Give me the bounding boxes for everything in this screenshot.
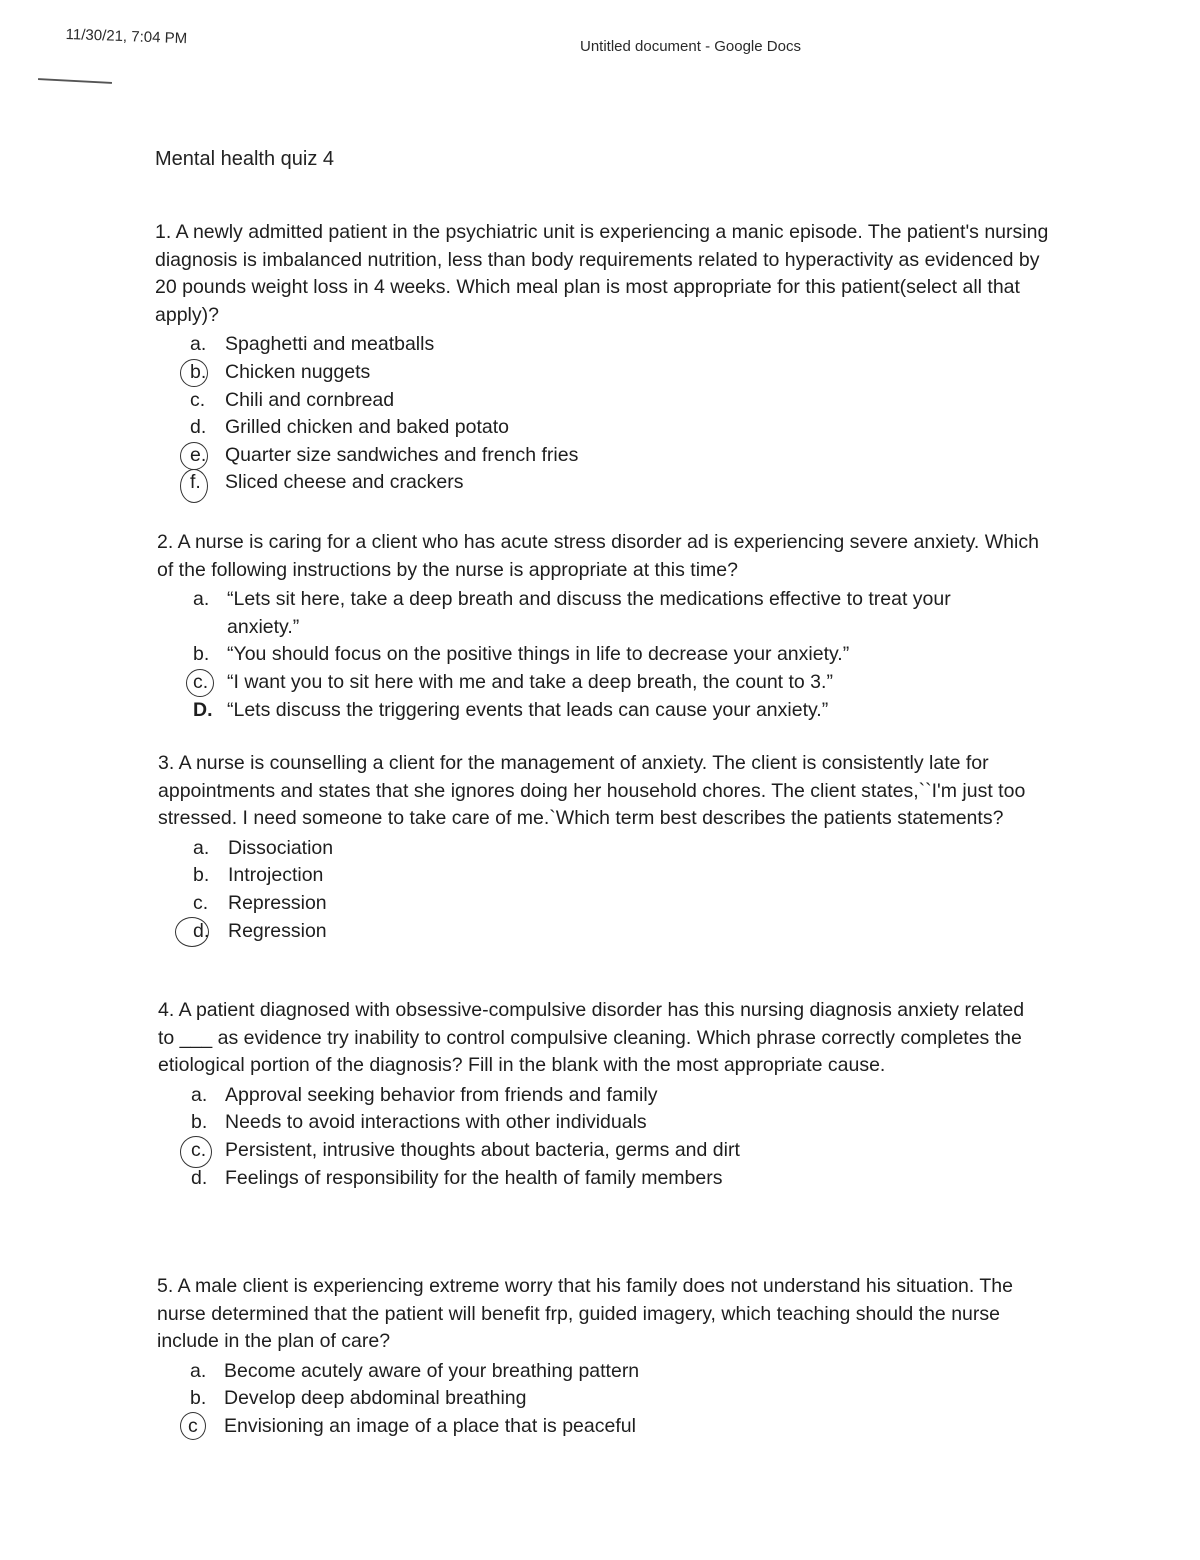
option-letter: b. [190,360,207,383]
option-list [0,586,1200,724]
option-letter: b. [191,1111,208,1134]
option-letter: d. [190,416,207,439]
option-text: Spaghetti and meatballs [225,333,435,356]
option-b [0,1385,1200,1413]
option-d [0,1165,1200,1193]
option-d [0,918,1200,946]
option-d [0,697,1200,725]
option-a [0,835,1200,863]
option-a [0,331,1200,359]
option-letter: e. [190,443,207,466]
option-e [0,442,1200,470]
option-letter: d. [191,1166,208,1189]
option-b [0,641,1200,669]
option-b [0,862,1200,890]
option-letter: a. [191,1083,208,1106]
question-text: 1. A newly admitted patient in the psychiatric unit is experiencing a manic episode. The patient's nursing diagnosis is imbalanced nutrition, less than body requirements related to hyperactivity as evidenced by 20 pounds weight loss in 4 weeks. Which meal plan is most appropriate for this patient(select all that apply)? [155,221,1049,326]
option-text: Needs to avoid interactions with other individuals [225,1111,647,1134]
option-text: Chicken nuggets [225,360,371,383]
option-letter: a. [193,836,210,859]
option-text: Repression [228,891,327,914]
option-text: “Lets sit here, take a deep breath and discuss the medications effective to treat your anxiety.” [227,588,951,638]
option-text: “Lets discuss the triggering events that leads can cause your anxiety.” [227,698,829,721]
option-text: Develop deep abdominal breathing [224,1387,527,1410]
quiz-title: Mental health quiz 4 [155,148,335,170]
option-c [0,890,1200,918]
question-1 [0,219,1200,497]
option-letter: f. [190,471,201,494]
option-c [0,387,1200,415]
option-text: Grilled chicken and baked potato [225,416,510,439]
option-letter: a. [190,333,207,356]
option-text: Quarter size sandwiches and french fries [225,443,579,466]
option-text: Envisioning an image of a place that is peaceful [224,1414,636,1437]
option-a [0,1082,1200,1110]
option-letter: d. [193,919,210,942]
question-2 [0,529,1200,724]
option-letter: c [188,1414,198,1437]
option-c [0,1137,1200,1165]
question-text: 5. A male client is experiencing extreme worry that his family does not understand his situation. The nurse determined that the patient will benefit frp, guided imagery, which teaching should the nurse include in the plan of care? [157,1275,1013,1353]
option-a [0,1358,1200,1386]
print-document-title: Untitled document - Google Docs [580,38,801,55]
question-text: 2. A nurse is caring for a client who has acute stress disorder ad is experiencing severe anxiety. Which of the following instructions by the nurse is appropriate at this time? [157,531,1039,581]
option-letter: b. [190,1387,207,1410]
option-letter: c. [193,891,209,914]
option-letter: c. [193,670,209,693]
option-letter: b. [193,864,210,887]
option-text: Feelings of responsibility for the health of family members [225,1166,723,1189]
question-3 [0,750,1200,945]
option-a [0,586,1200,641]
option-letter: c. [191,1138,207,1161]
option-text: “You should focus on the positive things in life to decrease your anxiety.” [227,643,850,666]
option-list [0,1358,1200,1441]
option-letter: b. [193,643,210,666]
option-text: Dissociation [228,836,334,859]
print-date: 11/30/21, 7:04 PM [65,26,188,48]
option-c [0,1413,1200,1441]
option-text: Persistent, intrusive thoughts about bacteria, germs and dirt [225,1138,740,1161]
option-text: Regression [228,919,327,942]
question-4 [0,997,1200,1192]
option-list [0,331,1200,497]
option-b [0,1109,1200,1137]
option-list [0,835,1200,945]
question-text: 4. A patient diagnosed with obsessive-compulsive disorder has this nursing diagnosis anxiety related to ___ as evidence try inability to control compulsive cleaning. Which phrase correctly completes the etiological portion of the diagnosis? Fill in the blank with the most appropriate cause. [158,999,1025,1077]
question-5 [0,1273,1200,1441]
option-letter: a. [190,1359,207,1382]
option-letter: a. [193,588,210,611]
question-text: 3. A nurse is counselling a client for the management of anxiety. The client is consistently late for appointments and states that she ignores doing her household chores. The client states,``I'm just too stressed. I need someone to take care of me.`Which term best describes the patients statements? [158,752,1026,830]
option-b [0,359,1200,387]
option-text: “I want you to sit here with me and take a deep breath, the count to 3.” [227,670,833,693]
option-text: Become acutely aware of your breathing pattern [224,1359,640,1382]
option-text: Approval seeking behavior from friends and family [225,1083,658,1106]
option-c [0,669,1200,697]
option-text: Chili and cornbread [225,388,395,411]
option-f [0,469,1200,497]
pen-mark [38,78,112,84]
option-letter: c. [190,388,206,411]
option-d [0,414,1200,442]
option-text: Sliced cheese and crackers [225,471,464,494]
option-list [0,1082,1200,1192]
option-letter: D. [193,698,213,721]
option-text: Introjection [228,864,324,887]
